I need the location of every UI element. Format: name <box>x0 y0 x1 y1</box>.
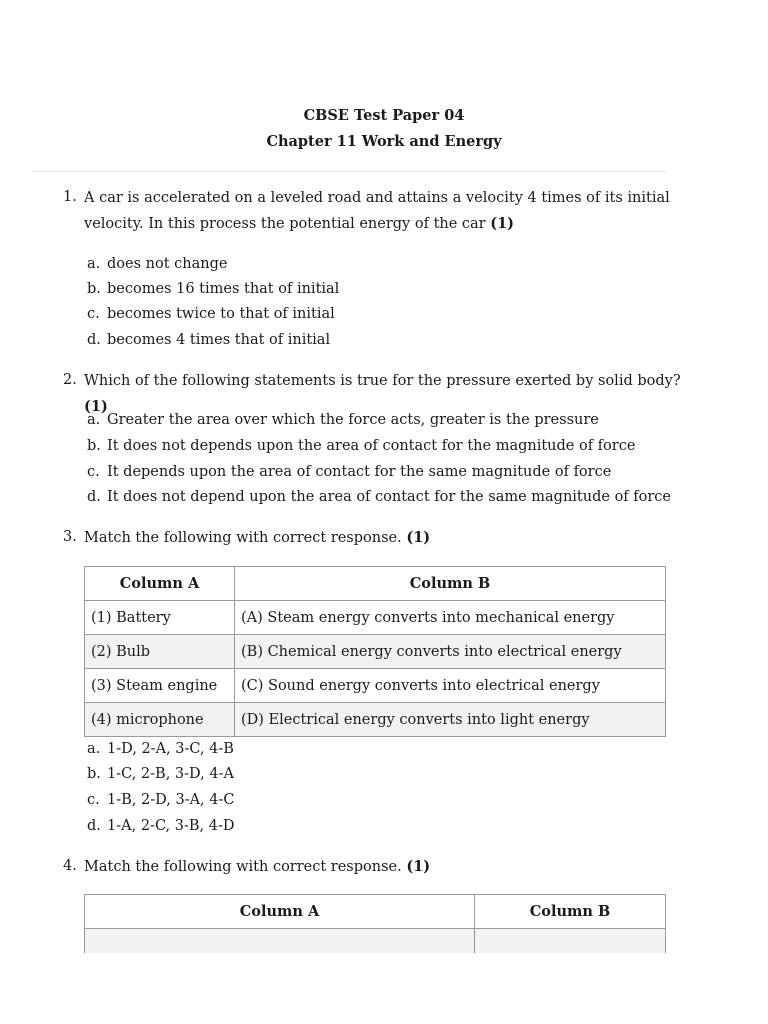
table-cell: (D) Electrical energy converts into light energy <box>235 703 666 737</box>
table-row <box>85 601 666 635</box>
question-text: Match the following with correct response. (1) <box>84 858 431 875</box>
table-row <box>85 929 666 954</box>
question-number: 3. <box>63 529 77 545</box>
table-header-column-b: Column B <box>475 895 666 929</box>
table-cell: (3) Steam engine <box>85 669 235 703</box>
question-number: 2. <box>63 372 77 388</box>
question-text: Match the following with correct response. (1) <box>84 529 431 546</box>
table-header-column-a: Column A <box>85 567 235 601</box>
header-divider <box>34 171 666 172</box>
match-table <box>84 566 666 737</box>
table-cell <box>475 929 666 954</box>
table-cell: (2) Bulb <box>85 635 235 669</box>
document-page: CBSE Test Paper 04 Chapter 11 Work and Energy 1. A car is accelerated on a leveled road and attains a velocity 4 times of its initial velocity. In this process the potential energy of the car (1) a. does not change b. becomes 16 times that of initial c. becomes twice to that of initial d. becomes 4 times that of initial 2. Which of the following statements is true for the pressure exerted by solid body? (1) a. Greater the area over which the force acts, greater is the pressure b. It does not depends upon the area of contact for the magnitude of force c. It depends upon the area of contact for the same magnitude of force d. It does not depend upon the area of contact for the same magnitude of force 3. Match the following with correct response. (1) Column A Column B (1) Battery (A) Steam energy converts into mechanical energy (2) Bulb (B) Chemical energy converts into electrical energy (3) Steam engine (C) Sound energy converts into electrical energy (4) microphone (D) Electrical energy converts into light energy a. 1-D, 2-A, 3-C, 4-B b. 1-C, 2-B, 3-D, 4-A c. 1-B, 2-D, 3-A, 4-C d. 1-A, 2-C, 3-B, 4-D 4. Match the following with correct response. (1) Column A Column B <box>0 0 768 1024</box>
table-row <box>85 635 666 669</box>
question-text: A car is accelerated on a leveled road and attains a velocity 4 times of its initial velocity. In this process the potential energy of the car (1) <box>84 190 670 232</box>
question-text: Which of the following statements is true for the pressure exerted by solid body? (1) <box>84 373 681 415</box>
table-cell: (A) Steam energy converts into mechanical energy <box>235 601 666 635</box>
table-cell: (4) microphone <box>85 703 235 737</box>
table-header-column-b: Column B <box>235 567 666 601</box>
table-cell <box>85 929 475 954</box>
table-header-column-a: Column A <box>85 895 475 929</box>
question-number: 4. <box>63 858 77 874</box>
question-marks: (1) <box>84 398 108 415</box>
table-row <box>85 703 666 737</box>
question-marks: (1) <box>490 215 515 232</box>
question-number: 1. <box>63 189 77 205</box>
table-cell: (1) Battery <box>85 601 235 635</box>
chapter-title: Chapter 11 Work and Energy <box>266 133 502 150</box>
paper-title: CBSE Test Paper 04 <box>303 107 465 124</box>
table-cell: (C) Sound energy converts into electrical energy <box>235 669 666 703</box>
table-cell: (B) Chemical energy converts into electrical energy <box>235 635 666 669</box>
question-marks: (1) <box>406 529 431 546</box>
table-row <box>85 669 666 703</box>
question-marks: (1) <box>406 858 431 875</box>
match-table <box>84 894 666 953</box>
